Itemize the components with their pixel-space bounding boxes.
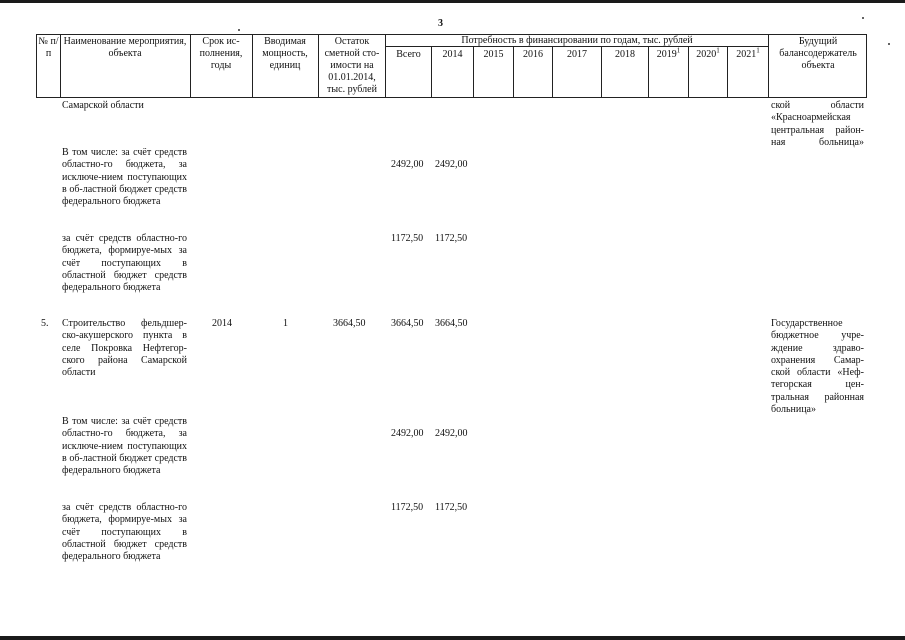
sub4-name: за счёт средств областно-го бюджета, формируе-мых за счёт поступающих в областной бюджет средств федерального бюджета bbox=[62, 502, 187, 563]
header-year-2019: 2019$^1$ bbox=[656, 46, 681, 60]
sub4-total: 1172,50 bbox=[391, 502, 424, 513]
item5-2014: 3664,50 bbox=[435, 318, 468, 329]
sub1-2014: 2492,00 bbox=[435, 159, 468, 170]
sub3-total: 2492,00 bbox=[391, 428, 424, 439]
item5-capacity: 1 bbox=[283, 318, 288, 329]
header-year-2021: 2021$^1$ bbox=[736, 46, 760, 60]
sub2-name: за счёт средств областно-го бюджета, формируе-мых за счёт поступающих в областной бюджет средств федерального бюджета bbox=[62, 233, 187, 294]
header-name: Наименование мероприятия, объекта bbox=[63, 36, 187, 59]
item5-term: 2014 bbox=[212, 318, 232, 329]
item5-remainder: 3664,50 bbox=[333, 318, 366, 329]
item5-number: 5. bbox=[41, 318, 49, 329]
header-holder: Будущий балансодержатель объекта bbox=[779, 36, 857, 71]
scan-edge-bottom bbox=[0, 636, 905, 640]
header-year-2014: 2014 bbox=[442, 49, 463, 60]
sub4-2014: 1172,50 bbox=[435, 502, 468, 513]
sub2-total: 1172,50 bbox=[391, 233, 424, 244]
page-number: 3 bbox=[438, 18, 443, 29]
scan-edge-top bbox=[0, 0, 905, 3]
sub3-2014: 2492,00 bbox=[435, 428, 468, 439]
header-year-2020: 2020$^1$ bbox=[696, 46, 720, 60]
header-capacity: Вводимая мощность, единиц bbox=[262, 36, 308, 71]
header-remainder: Остаток сметной сто-имости на 01.01.2014, тыс. рублей bbox=[324, 36, 380, 95]
header-year-2016: 2016 bbox=[523, 49, 543, 60]
item5-total: 3664,50 bbox=[391, 318, 424, 329]
header-number: № п/п bbox=[38, 36, 59, 59]
sub3-name: В том числе: за счёт средств областно-го бюджета, за исключе-нием поступающих в об-ластной бюджет средств федерального бюджета bbox=[62, 416, 187, 477]
scan-speck bbox=[888, 43, 890, 45]
cont-holder: ской области «Красноармейская центральная район-ная больница» bbox=[771, 100, 864, 148]
header-year-2018: 2018 bbox=[615, 49, 635, 60]
item5-holder: Государственное бюджетное учре-ждение здраво-охранения Самар-ской области «Неф-тегорская цен-тральная районная больница» bbox=[771, 318, 864, 416]
sub1-total: 2492,00 bbox=[391, 159, 424, 170]
sub2-2014: 1172,50 bbox=[435, 233, 468, 244]
header-term: Срок ис-полнения, годы bbox=[199, 36, 243, 71]
sub1-name: В том числе: за счёт средств областно-го бюджета, за исключе-нием поступающих в об-ластной бюджет средств федерального бюджета bbox=[62, 147, 187, 208]
item5-name: Строительство фельдшер-ско-акушерского пункта в селе Покровка Нефтегор-ского района Самарской области bbox=[62, 318, 187, 379]
scan-speck bbox=[238, 29, 240, 31]
header-need-group: Потребность в финансировании по годам, тыс. рублей bbox=[461, 35, 693, 46]
header-year-2015: 2015 bbox=[483, 49, 504, 60]
header-year-2017: 2017 bbox=[567, 49, 587, 60]
scan-speck bbox=[862, 17, 864, 19]
cont-name: Самарской области bbox=[62, 100, 144, 111]
header-total: Всего bbox=[396, 49, 421, 60]
